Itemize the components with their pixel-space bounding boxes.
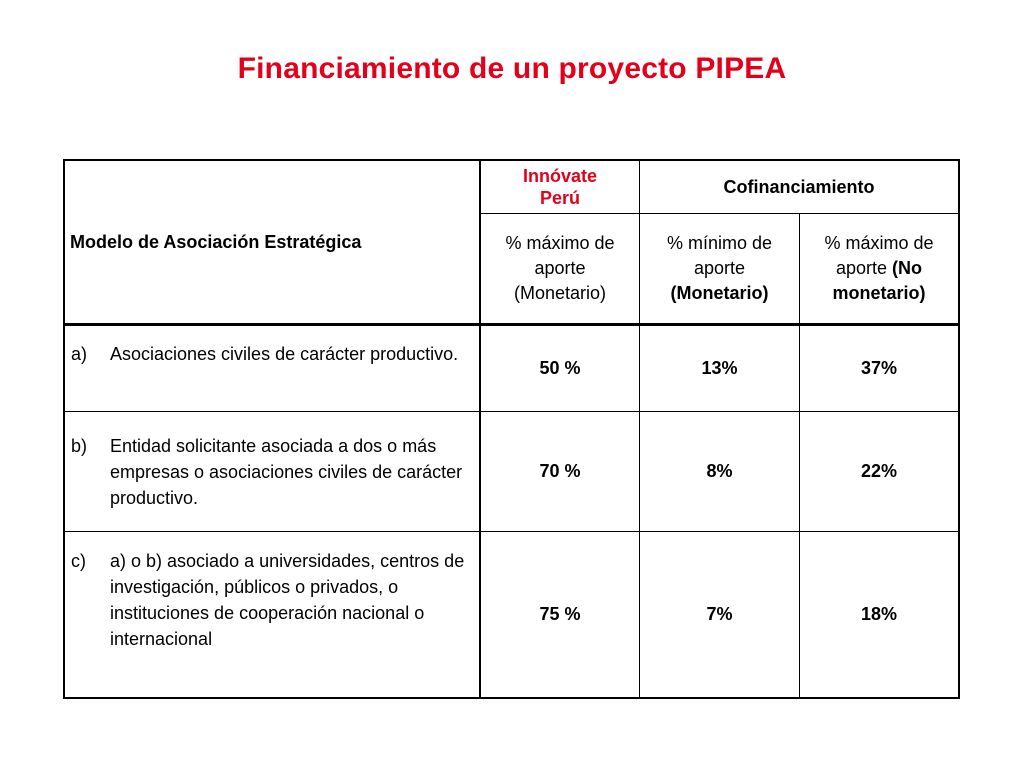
row-b-label (65, 433, 479, 511)
row-b-max-nonmonetary-value: 22% (860, 461, 898, 481)
header-cofinanciamiento: Cofinanciamiento (723, 176, 875, 197)
header-col-min-monetary-bold: (Monetario) (670, 283, 769, 303)
row-a-letter: a) (71, 344, 88, 364)
row-b-innovate-value: 70 % (539, 461, 581, 481)
row-c-min-monetary-value: 7% (706, 604, 733, 624)
row-a-min-monetary-value: 13% (701, 358, 738, 378)
table-border-bottom (63, 697, 960, 699)
row-b-letter: b) (71, 436, 88, 456)
table-border-right (958, 159, 960, 699)
row-a-description: Asociaciones civiles de carácter productivo. (110, 344, 459, 364)
row-c-max-nonmonetary-value: 18% (860, 604, 898, 624)
financing-table (63, 159, 960, 699)
header-col-min-monetary-text: % mínimo de aporte (666, 233, 773, 278)
header-col-min-monetary (640, 214, 799, 323)
row-c-description: a) o b) asociado a universidades, centros de investigación, públicos o privados, o instituciones de cooperación nacional o internacional (110, 551, 465, 649)
row-b-description: Entidad solicitante asociada a dos o más empresas o asociaciones civiles de carácter productivo. (110, 436, 463, 508)
header-model: Modelo de Asociación Estratégica (70, 231, 362, 252)
header-col-max-monetary: % máximo de aporte (Monetario) (505, 233, 615, 303)
header-col-max-nonmonetary-bold: (No monetario) (832, 258, 926, 303)
row-b-min-monetary-value: 8% (706, 461, 733, 481)
slide-title: Financiamiento de un proyecto PIPEA (237, 52, 787, 85)
row-a-label (65, 341, 479, 367)
header-innovate-peru: Innóvate Perú (522, 166, 597, 208)
row-c-innovate-value: 75 % (539, 604, 581, 624)
row-c-label (65, 548, 479, 652)
header-col-max-nonmonetary-text: % máximo de aporte (824, 233, 934, 278)
row-a-max-nonmonetary-value: 37% (860, 358, 898, 378)
row-a-innovate-value: 50 % (539, 358, 581, 378)
header-col-max-nonmonetary (800, 214, 958, 323)
row-c-letter: c) (71, 551, 86, 571)
